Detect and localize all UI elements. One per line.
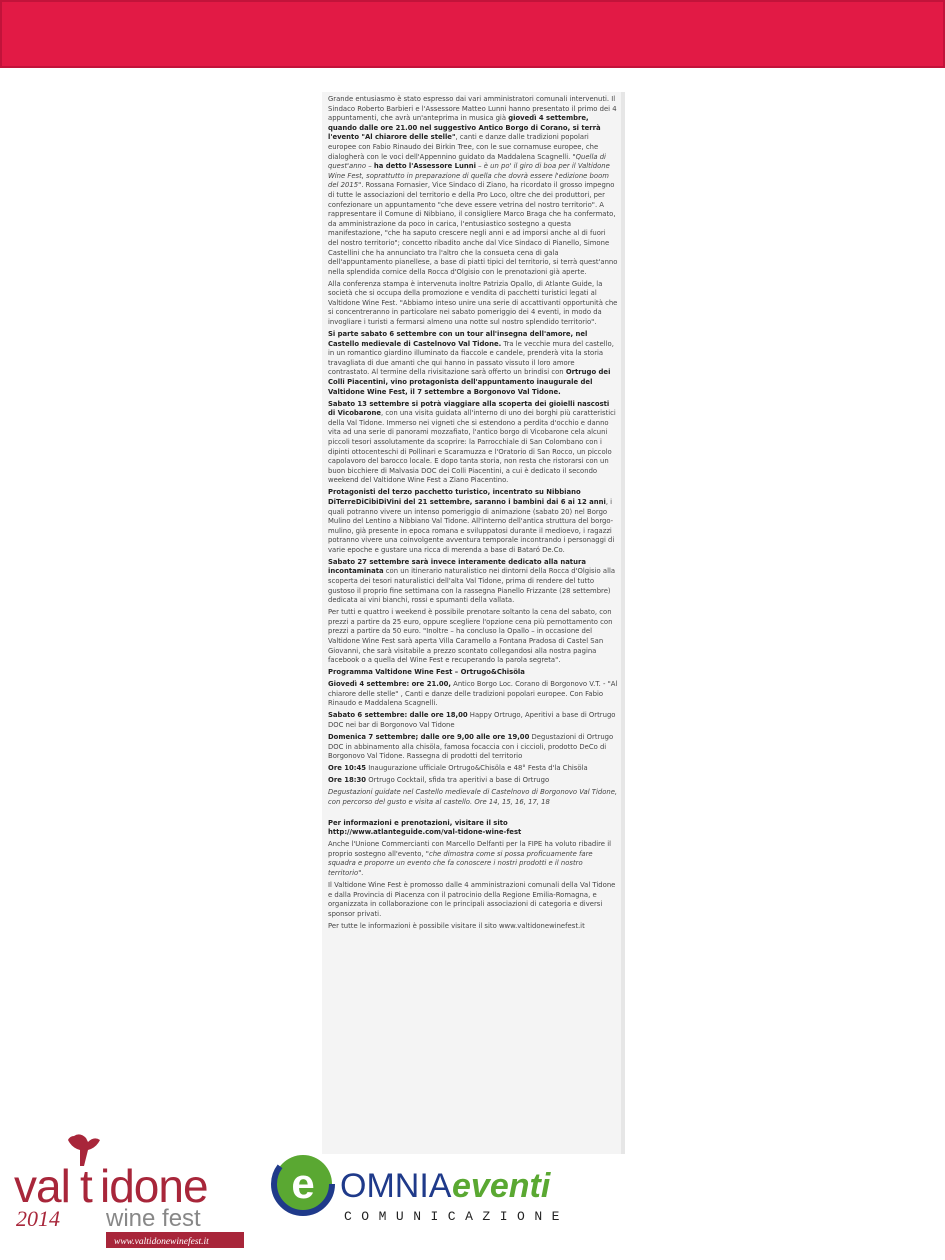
text-segment: che dimostra come si possa proficuamente fare squadra e proporre un evento che fa conoscere i nostri prodotti e il nostro territorio". — [328, 849, 593, 877]
program-item — [328, 776, 618, 786]
text-segment: , con una visita guidata all'interno di uno dei borghi più caratteristici della Val Tidone. Immerso nei vigneti che si estendono a perdita d'occhio e danno vita ad una serie di panorami mozzafiato, l'antico borgo di Vicobarone cela alcuni piccoli tesori assolutamente da scoprire: la Parrocchiale di San Colombano con i dipinti ottocenteschi di Pollinari e Scaramuzza e l'Oratorio di San Rocco, un piccolo capolavoro del barocco locale. E dopo tanta storia, non resta che ristorarsi con un buon bicchiere di Malvasia DOC dei Colli Piacentini, a cui è dedicato il secondo weekend del Valtidone Wine Fest a Ziano Piacentino. — [328, 409, 616, 485]
article-text — [322, 92, 625, 1154]
text-segment: Ore 10:45 — [328, 764, 367, 773]
text-segment: Si parte sabato 6 settembre con un tour all'insegna dell'amore, nel Castello medievale di Castelnovo Val Tidone. — [328, 330, 588, 348]
article-paragraph — [328, 922, 618, 932]
text-segment: Sabato 27 settembre sarà invece interamente dedicato alla natura incontaminata — [328, 557, 586, 576]
article-paragraph — [328, 840, 618, 878]
text-segment: Ore 18:30 — [328, 776, 367, 785]
article-paragraph — [328, 400, 618, 486]
omnia-letter-e: e — [291, 1160, 315, 1207]
text-segment: Il Valtidone Wine Fest è promosso dalle 4 amministrazioni comunali della Val Tidone e dalla Provincia di Piacenza con il patrocinio della Regione Emilia-Romagna, e organizzata in collaborazione con le principali associazioni di categoria e diversi sponsor privati. — [328, 880, 616, 918]
text-segment: Per informazioni e prenotazioni, visitare il sito http://www.atlanteguide.com/val-tidone-wine-fest — [328, 818, 522, 837]
text-segment: , canti e danze dalle tradizioni popolari europee con Fabio Rinaudo dei Birkin Tree, con le sue cornamuse europee, che dialogherà con le voci dell'Appennino guidato da Maddalena Scagnelli. " — [328, 133, 599, 161]
text-segment: Alla conferenza stampa è intervenuta inoltre Patrizia Opallo, di Atlante Guide, la società che si occupa della promozione e vendita di pacchetti turistici legati al Valtidone Wine Fest. "Abbiamo inteso unire una serie di accattivanti opportunità che si concentreranno in particolare nei sabato pomeriggio dei 4 eventi, in modo da invogliare i turisti a fermarsi almeno una notte sul nostro splendido territorio". — [328, 279, 618, 327]
text-segment: Happy Ortrugo, Aperitivi a base di Ortrugo DOC nei bar di Borgonovo Val Tidone — [328, 711, 616, 729]
text-segment: Protagonisti del terzo pacchetto turistico, incentrato su Nibbiano DiTerreDiCibiDiVini del 21 settembre, saranno i bambini dai 6 ai 12 anni — [328, 488, 606, 506]
header-banner — [0, 0, 945, 68]
text-segment: Sabato 6 settembre: dalle ore 18,00 — [328, 711, 468, 720]
text-segment: Domenica 7 settembre; dalle ore 9,00 alle ore 19,00 — [328, 732, 530, 741]
article-paragraph — [328, 558, 618, 606]
article-paragraph — [328, 330, 618, 397]
spacer — [328, 810, 618, 819]
program-item — [328, 764, 618, 774]
program-note — [328, 788, 618, 807]
text-segment: Sabato 13 settembre si potrà viaggiare alla scoperta dei gioielli nascosti di Vicobarone — [328, 399, 610, 418]
logo-word-right: idone — [100, 1160, 208, 1212]
text-segment: Tra le vecchie mura del castello, in un romantico giardino illuminato da fiaccole e candele, prenderà vita la storia travagliata di due amanti che qui hanno in passato vissuto il loro amore contrastato. Al termine della rivisitazione sarà offerto un brindisi con — [328, 339, 614, 377]
text-segment: Programma Valtidone Wine Fest – Ortrugo&Chisöla — [328, 668, 525, 677]
omnia-tagline: COMUNICAZIONE — [344, 1209, 569, 1224]
text-segment: Quella di quest'anno – — [328, 152, 606, 171]
text-segment: Antico Borgo Loc. Corano di Borgonovo V.T. - "Al chiarore delle stelle" , Canti e danze delle tradizioni popolari europee. Con Fabio Rinaudo e Maddalena Scagnelli. — [328, 680, 618, 708]
valtidone-logo — [14, 1132, 246, 1250]
article-paragraph — [328, 280, 618, 328]
article-paragraph — [328, 488, 618, 555]
text-segment: Ortrugo dei Colli Piacentini, vino protagonista dell'appuntamento inaugurale del Valtidone Wine Fest, il 7 settembre a Borgonovo Val Tidone. — [328, 368, 611, 396]
info-link[interactable] — [328, 819, 618, 838]
eventi-word: eventi — [452, 1167, 551, 1205]
logo-subtitle: wine fest — [106, 1205, 201, 1232]
text-segment: Degustazioni guidate nel Castello medievale di Castelnovo di Borgonovo Val Tidone, con percorso del gusto e visita al castello. Ore 14, 15, 16, 17, 18 — [328, 788, 618, 806]
text-segment: Giovedì 4 settembre: ore 21.00, — [328, 680, 451, 689]
logo-word-left: val — [14, 1160, 70, 1212]
text-segment: Per tutti e quattro i weekend è possibile prenotare soltanto la cena del sabato, con prezzi a partire da 25 euro, oppure scegliere l'opzione cena più pernottamento con prezzi a partire da 50 euro. "Inoltre – ha concluso la Opallo – in occasione del Valtidone Wine Fest sarà aperta Villa Caramello a Fontana Pradosa di Castel San Giovanni, che sarà visitabile a prezzo scontato collegandosi alla nostra pagina facebook o a quella del Wine Fest e recuperando la parola segreta". — [328, 608, 613, 665]
text-segment: Per tutte le informazioni è possibile visitare il sito www.valtidonewinefest.it — [328, 921, 585, 930]
program-item — [328, 680, 618, 709]
text-segment: – è un po' il giro di boa per il Valtidone Wine Fest, soprattutto in preparazione di quella che dovrà essere l'edizione boom del 2015 — [328, 162, 610, 190]
program-heading — [328, 668, 618, 678]
article-paragraph — [328, 95, 618, 277]
text-segment: giovedì 4 settembre, quando dalle ore 21.00 nel suggestivo Antico Borgo di Corano, si terrà l'evento "Al chiarore delle stelle" — [328, 114, 601, 142]
article-paragraph — [328, 608, 618, 666]
text-segment: Grande entusiasmo è stato espresso dai vari amministratori comunali intervenuti. Il Sindaco Roberto Barbieri e l'Assessore Matteo Lunni hanno presentato il primo dei 4 appuntamenti, che avrà un'anteprima in musica già — [328, 95, 617, 123]
logo-year: 2014 — [16, 1206, 60, 1231]
logo-letter-t: t — [80, 1160, 93, 1212]
text-segment: Anche l'Unione Commercianti con Marcello Delfanti per la FIPE ha voluto ribadire il proprio sostegno all'evento, " — [328, 840, 611, 858]
text-segment: Inaugurazione ufficiale Ortrugo&Chisöla e 48° Festa d'la Chisöla — [366, 764, 588, 773]
text-segment: , i quali potranno vivere un intenso pomeriggio di animazione (sabato 20) nel Borgo Mulino del Lentino a Nibbiano Val Tidone. All'interno dell'antica struttura del borgo-mulino, già presente in epoca romana e sviluppatosi durante il medioevo, i ragazzi potranno vivere una coinvolgente avventura temporale incontrando i personaggi di varie epoche e gustare una ricca di merenda a base di Bataró De.Co. — [328, 497, 615, 554]
program-item — [328, 733, 618, 762]
text-segment: ha detto l'Assessore Lunni — [373, 162, 476, 171]
text-segment: ". Rossana Fornasier, Vice Sindaco di Ziano, ha ricordato il grosso impegno di tutte le associazioni del territorio e della Pro Loco, oltre che dei produttori, per confezionare un appuntamento "che deve essere vetrina del nostro territorio". A rappresentare il Comune di Nibbiano, il consigliere Marco Braga che ha confermato, da amministrazione da poco in carica, l'entusiastico sostegno a questa manifestazione, "che ha saputo crescere negli anni e ad imporsi anche al di fuori del nostro territorio"; concetto ribadito anche dal Vice Sindaco di Pianello, Simone Castellini che ha annunciato tra l'altro che la consueta cena di gala dell'appuntamento pianellese, a base di piatti tipici del territorio, si terrà quest'anno nella splendida cornice della Rocca d'Olgisio con le prenotazioni già aperte. — [328, 181, 618, 276]
omnia-word: OMNIA — [340, 1167, 452, 1205]
article-paragraph — [328, 881, 618, 919]
logo-url[interactable]: www.valtidonewinefest.it — [114, 1237, 209, 1247]
omnia-eventi-logo — [270, 1150, 570, 1230]
text-segment: Ortrugo Cocktail, sfida tra aperitivi a base di Ortrugo — [366, 776, 550, 785]
text-segment: con un itinerario naturalistico nei dintorni della Rocca d'Olgisio alla scoperta dei tesori naturalistici dell'alta Val Tidone, prima di rendere del tutto gustoso il proprio fine settimana con la rassegna Pianello Frizzante (28 settembre) dedicata ai vini bianchi, rossi e spumanti della vallata. — [328, 567, 616, 605]
text-segment: Degustazioni di Ortrugo DOC in abbinamento alla chisöla, famosa focaccia con i ciccioli, prodotto DeCo di Borgonovo Val Tidone. Rassegna di prodotti del territorio — [328, 732, 614, 761]
program-item — [328, 711, 618, 730]
